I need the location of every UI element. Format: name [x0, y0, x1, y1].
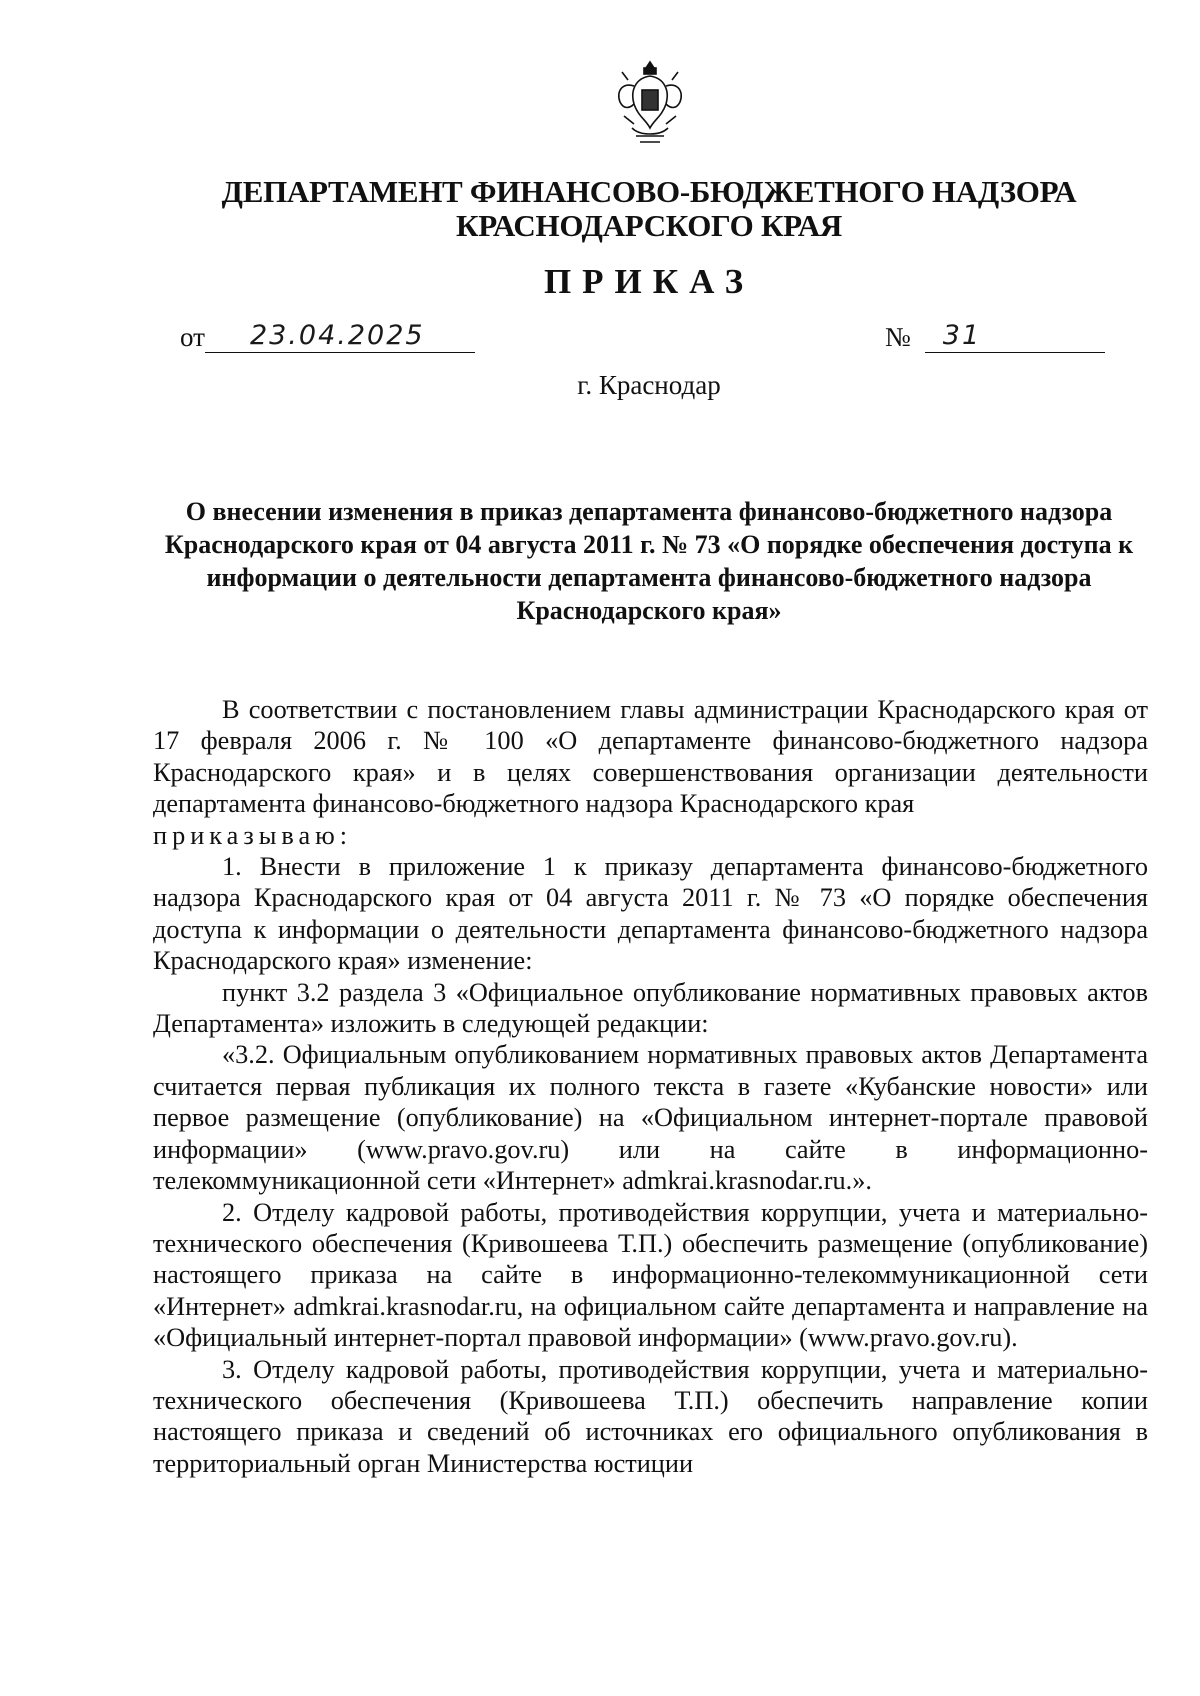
- date-field: [180, 322, 475, 353]
- date-prefix: от: [180, 322, 205, 352]
- handwritten-date: 23.04.2025: [249, 320, 425, 351]
- intro-paragraph: В соответствии с постановлением главы администрации Краснодарского края от 17 февраля 2006 г. № 100 «О департаменте финансово-бюджетного надзора Краснодарского края» и в целях совершенствования организации деятельности департамента финансово-бюджетного надзора Краснодарского края: [153, 695, 1148, 819]
- handwritten-number: 31: [942, 320, 982, 351]
- number-prefix: №: [885, 322, 911, 352]
- department-name: [150, 175, 1148, 243]
- paragraph-2: 2. Отделу кадровой работы, противодействия коррупции, учета и материально-технического обеспечения (Кривошеева Т.П.) обеспечить размещение (опубликование) настоящего приказа на сайте в информационно-телекоммуникационной сети «Интернет» admkrai.krasnodar.ru, на официальном сайте департамента и направление на «Официальный интернет-портал правовой информации» (www.pravo.gov.ru).: [153, 1197, 1148, 1353]
- city: г. Краснодар: [577, 370, 721, 400]
- paragraph-3: 3. Отделу кадровой работы, противодействия коррупции, учета и материально-технического обеспечения (Кривошеева Т.П.) обеспечить направление копии настоящего приказа и сведений об источниках его официального опубликования в территориальный орган Министерства юстиции: [153, 1354, 1148, 1478]
- order-word: приказываю:: [153, 820, 353, 850]
- paragraph-1: 1. Внести в приложение 1 к приказу департамента финансово-бюджетного надзора Краснодарского края от 04 августа 2011 г. № 73 «О порядке обеспечения доступа к информации о деятельности департамента финансово-бюджетного надзора Краснодарского края» изменение:: [153, 852, 1148, 976]
- paragraph-1a: пункт 3.2 раздела 3 «Официальное опубликование нормативных правовых актов Департамента» изложить в следующей редакции:: [153, 977, 1148, 1039]
- department-name-line2: КРАСНОДАРСКОГО КРАЯ: [456, 208, 842, 243]
- coat-of-arms-emblem: [610, 58, 690, 148]
- document-type-heading: ПРИКАЗ: [543, 262, 755, 301]
- number-underline: [925, 322, 1105, 353]
- department-name-line1: ДЕПАРТАМЕНТ ФИНАНСОВО-БЮДЖЕТНОГО НАДЗОРА: [221, 174, 1077, 209]
- number-field: [885, 322, 1105, 353]
- document-body: [153, 694, 1148, 1479]
- document-title: О внесении изменения в приказ департамента финансово-бюджетного надзора Краснодарского края от 04 августа 2011 г. № 73 «О порядке обеспечения доступа к информации о деятельности департамента финансово-бюджетного надзора Краснодарского края»: [164, 497, 1134, 625]
- date-underline: [205, 322, 475, 353]
- paragraph-1b: «3.2. Официальным опубликованием нормативных правовых актов Департамента считается первая публикация их полного текста в газете «Кубанские новости» или первое размещение (опубликование) на «Официальном интернет-портале правовой информации» (www.pravo.gov.ru) или на сайте в информационно-телекоммуникационной сети «Интернет» admkrai.krasnodar.ru.».: [153, 1040, 1148, 1196]
